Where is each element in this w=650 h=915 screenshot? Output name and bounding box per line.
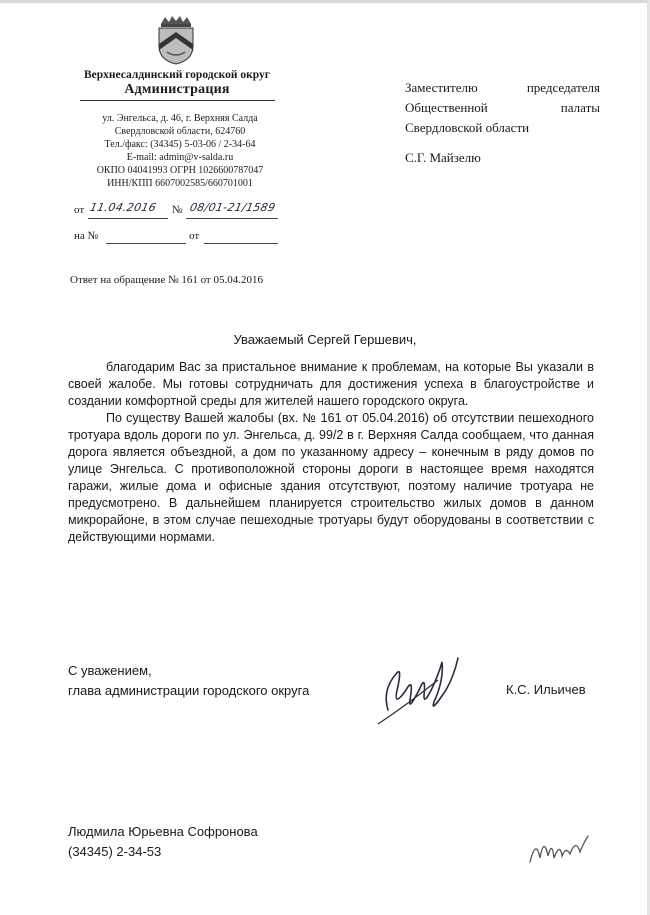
- org-name: Верхнесалдинский городской округ: [83, 69, 270, 81]
- recipient-line: Заместителю председателя: [405, 80, 600, 95]
- reg-on-from-label: от: [189, 230, 200, 242]
- handwritten-signature: [368, 640, 468, 730]
- reg-date-line: [88, 217, 168, 219]
- body-paragraph: благодарим Вас за пристальное внимание к проблемам, на которые Вы указали в своей жалобе. Мы готовы сотрудничать для достижения успеха в благоустройстве и создании комфортной среды для жителей нашего городского округа.: [68, 360, 594, 408]
- reg-from-label: от: [74, 204, 85, 216]
- recipient-block: [405, 78, 600, 138]
- recipient-line: Общественной палаты: [405, 100, 600, 115]
- org-contacts: [80, 112, 280, 190]
- closing-position: глава администрации городского округа: [68, 683, 310, 698]
- greeting: Уважаемый Сергей Гершевич,: [233, 332, 417, 347]
- reg-on-line: [106, 242, 186, 244]
- executor-phone: (34345) 2-34-53: [68, 844, 162, 859]
- header-divider: [80, 100, 275, 101]
- reg-on-from-line: [204, 242, 278, 244]
- email-line: E-mail: admin@v-salda.ru: [126, 152, 234, 163]
- address-line: ул. Энгельса, д. 46, г. Верхняя Салда: [102, 113, 258, 124]
- coat-of-arms-icon: [153, 14, 199, 66]
- letter-body: [68, 359, 594, 546]
- org-admin-title: Администрация: [124, 82, 230, 97]
- reply-reference: Ответ на обращение № 161 от 05.04.2016: [70, 274, 263, 286]
- address-line: Свердловской области, 624760: [114, 126, 246, 137]
- okpo-line: ОКПО 04041993 ОГРН 1026600787047: [96, 165, 264, 176]
- reg-on-label: на №: [74, 230, 99, 242]
- recipient-line: Свердловской области: [405, 120, 530, 135]
- reg-number-line: [186, 217, 278, 219]
- phone-line: Тел./факс: (34345) 5-03-06 / 2-34-64: [104, 139, 256, 150]
- reg-number: 08/01-21/1589: [188, 201, 277, 214]
- scan-edge-top: [0, 0, 650, 3]
- recipient-name: С.Г. Майзелю: [405, 150, 481, 165]
- body-paragraph: По существу Вашей жалобы (вх. № 161 от 05.04.2016) об отсутствии пешеходного тротуара вдоль дороги по ул. Энгельса, д. 99/2 в г. Верхняя Салда сообщаем, что данная дорога является объездной, а дом по указанному адресу – конечным в ряду домов по улице Энгельса. С противоположной стороны дороги в настоящее время находятся гаражи, жилые дома и офисные здания отсутствуют, поэтому наличие тротуара не предусмотрено. В дальнейшем планируется строительство жилых домов в данном микрорайоне, в этом случае пешеходные тротуары будут оборудованы в соответствии с действующими нормами.: [68, 411, 594, 544]
- inn-line: ИНН/КПП 6607002585/660701001: [107, 178, 253, 189]
- handwritten-initials: [526, 828, 592, 868]
- reg-date: 11.04.2016: [88, 201, 158, 214]
- signatory-name: К.С. Ильичев: [506, 682, 586, 697]
- executor-name: Людмила Юрьевна Софронова: [68, 824, 258, 839]
- reg-number-label: №: [172, 204, 183, 216]
- closing-salutation: С уважением,: [68, 663, 152, 678]
- executor-block: [68, 822, 258, 862]
- closing-block: [68, 661, 309, 701]
